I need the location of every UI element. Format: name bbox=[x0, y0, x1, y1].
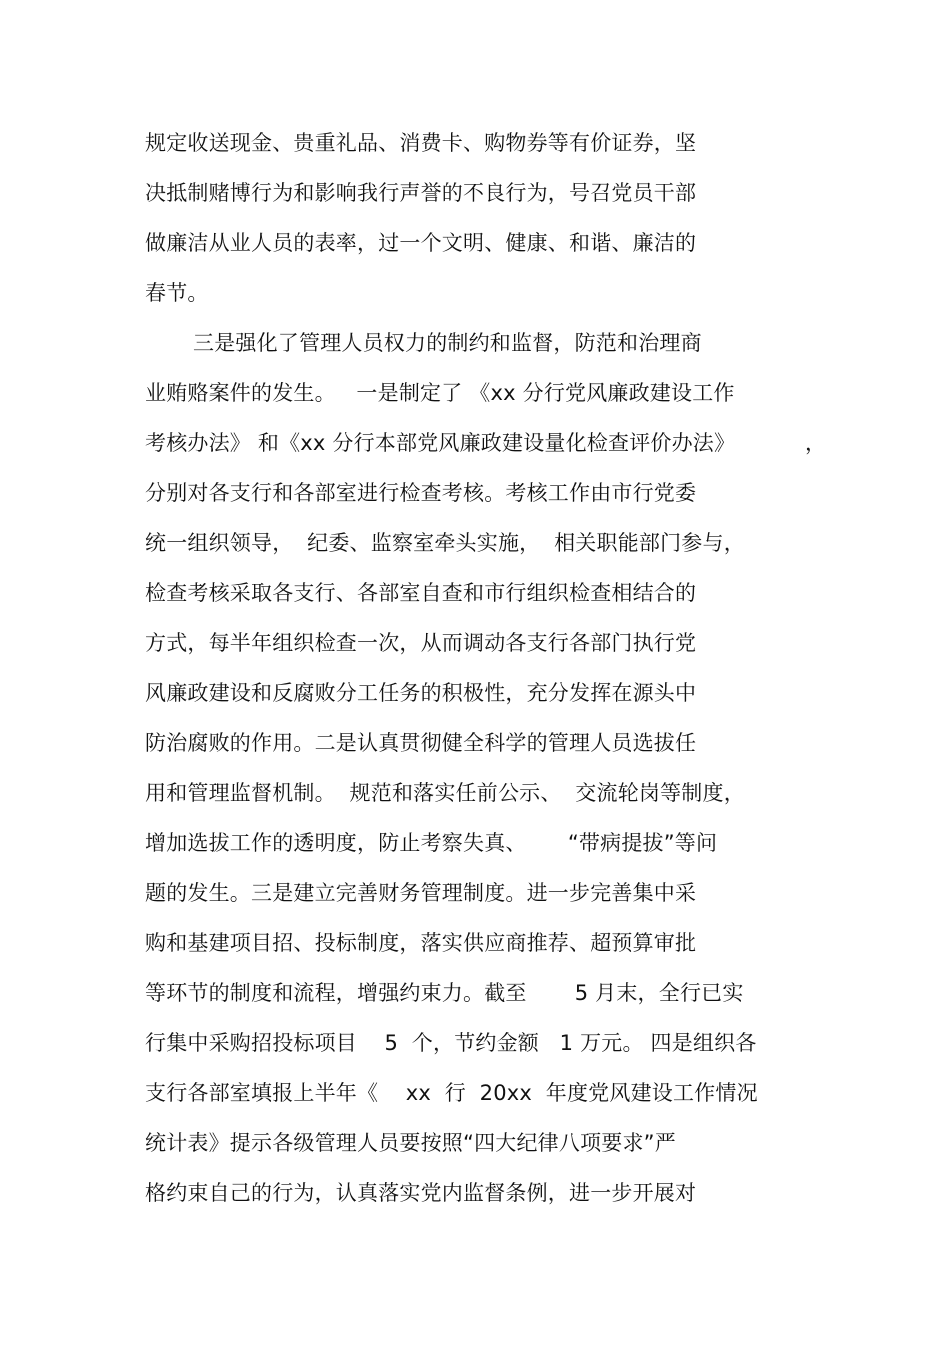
trailing-comma: ， bbox=[805, 431, 826, 455]
text-line-4: 春节。 bbox=[145, 281, 209, 305]
text-line-13: 防治腐败的作用。二是认真贯彻健全科学的管理人员选拔任 bbox=[145, 731, 697, 755]
text-line-15: 增加选拔工作的透明度，防止考察失真、 “带病提拔”等问 bbox=[145, 831, 718, 855]
text-line-17: 购和基建项目招、投标制度，落实供应商推荐、超预算审批 bbox=[145, 931, 697, 955]
text-line-19: 行集中采购招投标项目 5 个，节约金额 1 万元。 四是组织各 bbox=[145, 1031, 757, 1055]
text-line-5: 三是强化了管理人员权力的制约和监督，防范和治理商 bbox=[193, 331, 702, 355]
text-line-12: 风廉政建设和反腐败分工任务的积极性，充分发挥在源头中 bbox=[145, 681, 697, 705]
text-line-8: 分别对各支行和各部室进行检查考核。考核工作由市行党委 bbox=[145, 481, 697, 505]
text-line-2: 决抵制赌博行为和影响我行声誉的不良行为，号召党员干部 bbox=[145, 181, 697, 205]
text-line-22: 格约束自己的行为，认真落实党内监督条例，进一步开展对 bbox=[145, 1181, 697, 1205]
text-line-7: 考核办法》 和《xx 分行本部党风廉政建设量化检查评价办法》 bbox=[145, 431, 736, 455]
text-line-21: 统计表》提示各级管理人员要按照“四大纪律八项要求”严 bbox=[145, 1131, 676, 1155]
text-line-6: 业贿赂案件的发生。 一是制定了 《xx 分行党风廉政建设工作 bbox=[145, 381, 735, 405]
text-line-20: 支行各部室填报上半年《 xx 行 20xx 年度党风建设工作情况 bbox=[145, 1081, 758, 1105]
text-line-3: 做廉洁从业人员的表率，过一个文明、健康、和谐、廉洁的 bbox=[145, 231, 697, 255]
text-line-18: 等环节的制度和流程，增强约束力。截至 5 月末，全行已实 bbox=[145, 981, 744, 1005]
text-line-10: 检查考核采取各支行、各部室自查和市行组织检查相结合的 bbox=[145, 581, 697, 605]
text-line-9: 统一组织领导， 纪委、监察室牵头实施， 相关职能部门参与， bbox=[145, 531, 745, 555]
text-line-1: 规定收送现金、贵重礼品、消费卡、购物券等有价证券，坚 bbox=[145, 131, 697, 155]
text-line-16: 题的发生。三是建立完善财务管理制度。进一步完善集中采 bbox=[145, 881, 697, 905]
text-line-11: 方式，每半年组织检查一次，从而调动各支行各部门执行党 bbox=[145, 631, 697, 655]
text-line-14: 用和管理监督机制。 规范和落实任前公示、 交流轮岗等制度， bbox=[145, 781, 745, 805]
